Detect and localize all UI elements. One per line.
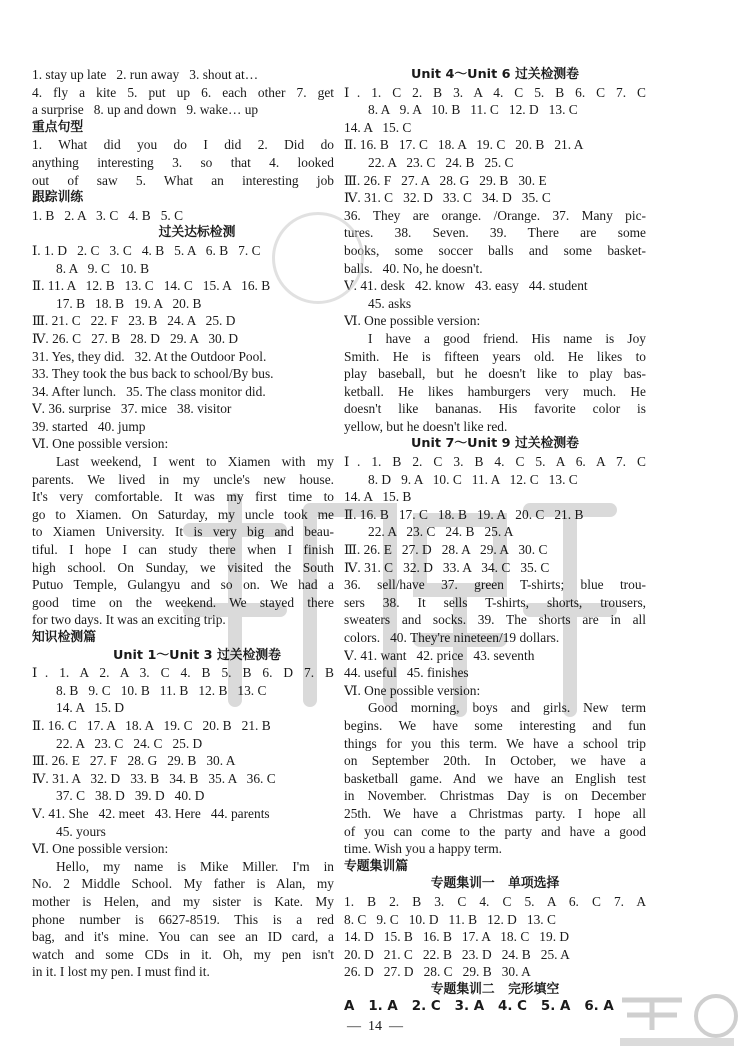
text-line: Ⅴ. 41. want 42. price 43. seventh xyxy=(344,647,535,663)
text-line: 22. A 23. C 24. C 25. D xyxy=(56,735,203,751)
text-line: Ⅴ. 36. surprise 37. mice 38. visitor xyxy=(32,401,232,417)
text-line: bag, and it's mine. You can see an ID card, a xyxy=(32,929,334,945)
text-line: a surprise 8. up and down 9. wake… up xyxy=(32,102,259,118)
text-line: things for you this term. We have a school trip xyxy=(344,735,646,751)
text-line: 8. C 9. C 10. D 11. B 12. D 13. C xyxy=(344,911,556,927)
section-title: 专题集训一 单项选择 xyxy=(430,876,560,892)
text-line: 4. fly a kite 5. put up 6. each other 7. get xyxy=(32,84,334,100)
text-line: 36. They are orange. /Orange. 37. Many pic- xyxy=(344,207,646,223)
text-line: mother is Helen, and my sister is Kate. My xyxy=(32,893,334,909)
text-line: No. 2 Middle School. My father is Alan, my xyxy=(32,876,334,892)
text-line: ketball. He likes hamburgers very much. He xyxy=(344,383,646,399)
text-line: time. Wish you a happy term. xyxy=(344,841,503,857)
text-line: 34. After lunch. 35. The class monitor did. xyxy=(32,383,266,399)
text-line: 37. C 38. D 39. D 40. D xyxy=(56,788,205,804)
text-line: 8. A 9. A 10. B 11. C 12. D 13. C xyxy=(368,102,578,118)
text-line: Last weekend, I went to Xiamen with my xyxy=(56,454,334,470)
text-line: for two days. It was an exciting trip. xyxy=(32,612,226,628)
text-line: Ⅲ. 26. E 27. F 28. G 29. B 30. A xyxy=(32,753,236,769)
text-line: good time on the weekend. We stayed there xyxy=(32,594,334,610)
text-line: Ⅴ. 41. She 42. meet 43. Here 44. parents xyxy=(32,805,270,821)
text-line: 14. A 15. D xyxy=(56,700,125,716)
text-line: Ⅱ. 16. C 17. A 18. A 19. C 20. B 21. B xyxy=(32,717,271,733)
text-line: Ⅲ. 26. F 27. A 28. G 29. B 30. E xyxy=(344,172,547,188)
text-line: Good morning, boys and girls. New term xyxy=(368,700,646,716)
text-line: Ⅳ. 31. C 32. D 33. C 34. D 35. C xyxy=(344,190,551,206)
text-line: begins. We have some interesting and fun xyxy=(344,717,646,733)
text-line: tures. 38. Seven. 39. There are some xyxy=(344,225,646,241)
text-line: Ⅵ. One possible version: xyxy=(32,436,169,452)
text-line: 36. sell/have 37. green T-shirts; blue trou- xyxy=(344,577,646,593)
page-number: — 14 — xyxy=(347,1019,403,1034)
text-line: Putuo Temple, Gulangyu and so on. We had a xyxy=(32,577,334,593)
watermark-logo xyxy=(170,470,630,740)
text-line: Ⅲ. 21. C 22. F 23. B 24. A 25. D xyxy=(32,313,236,329)
watermark-stamp xyxy=(272,212,364,304)
text-line: Ⅲ. 26. E 27. D 28. A 29. A 30. C xyxy=(344,542,548,558)
text-line: phone number is 6627-8519. This is a red xyxy=(32,911,334,927)
section-title: 专题集训二 完形填空 xyxy=(430,981,560,997)
text-line: in November. Christmas Day is on December xyxy=(344,788,646,804)
text-line: sweaters and socks. 39. The shorts are in all xyxy=(344,612,646,628)
text-line: 1. B 2. B 3. C 4. C 5. A 6. C 7. A xyxy=(344,893,646,909)
text-line: 45. yours xyxy=(56,823,106,839)
text-line: colors. 40. They're nineteen/19 dollars. xyxy=(344,630,560,645)
text-line: Ⅳ. 31. C 32. D 33. A 34. C 35. C xyxy=(344,559,550,575)
section-title: Unit 1～Unit 3 过关检测卷 xyxy=(113,647,281,663)
text-line: 8. D 9. A 10. C 11. A 12. C 13. C xyxy=(368,471,578,487)
text-line: watch and some CDs in it. Oh, my pen isn't xyxy=(32,946,334,962)
text-line: basketball game. And we have an English test xyxy=(344,770,646,786)
text-line: 1. stay up late 2. run away 3. shout at… xyxy=(32,67,259,82)
text-line: 22. A 23. C 24. B 25. C xyxy=(368,154,514,170)
text-line: anything interesting 3. so that 4. looked xyxy=(32,154,334,170)
text-line: 44. useful 45. finishes xyxy=(344,665,469,681)
text-line: Hello, my name is Mike Miller. I'm in xyxy=(56,858,334,874)
section-title: Unit 7～Unit 9 过关检测卷 xyxy=(411,436,579,452)
text-line: 20. D 21. C 22. B 23. D 24. B 25. A xyxy=(344,946,570,962)
text-line: I have a good friend. His name is Joy xyxy=(368,330,646,346)
text-line: It's very comfortable. It was my first time to xyxy=(32,489,334,505)
text-line: balls. 40. No, he doesn't. xyxy=(344,260,483,276)
text-line: 8. B 9. C 10. B 11. B 12. B 13. C xyxy=(56,682,267,698)
section-title: Unit 4～Unit 6 过关检测卷 xyxy=(411,67,579,82)
text-line: Ⅰ. 1. D 2. C 3. C 4. B 5. A 6. B 7. C xyxy=(32,242,261,258)
text-line: 8. A 9. C 10. B xyxy=(56,260,150,276)
text-line: 14. A 15. C xyxy=(344,119,412,135)
corner-logo xyxy=(612,990,742,1050)
section-title: 过关达标检测 xyxy=(158,225,236,241)
text-line: Smith. He is fifteen years old. He likes to xyxy=(344,348,646,364)
text-line: of you can come to the party and have a good xyxy=(344,823,646,839)
text-line: Ⅰ. 1. C 2. B 3. A 4. C 5. B 6. C 7. C xyxy=(344,84,646,100)
text-line: sers 38. It sells T-shirts, shorts, trousers, xyxy=(344,594,646,610)
text-line: parents. We lived in my uncle's new house. xyxy=(32,471,334,487)
text-line: Ⅵ. One possible version: xyxy=(344,682,481,698)
text-line: 25th. We have a Christmas party. I hope all xyxy=(344,805,646,821)
text-line: out of saw 5. What an interesting job xyxy=(32,172,334,188)
text-line: doesn't like bananas. His favorite color is xyxy=(344,401,646,417)
section-heading: 专题集训篇 xyxy=(344,858,408,874)
text-line: 33. They took the bus back to school/By bus. xyxy=(32,366,274,382)
text-line: to Xiamen University. It is very big and beau- xyxy=(32,524,334,540)
text-line: 14. A 15. B xyxy=(344,489,412,505)
text-line: 26. D 27. D 28. C 29. B 30. A xyxy=(344,964,531,980)
text-line: 45. asks xyxy=(368,295,412,311)
text-line: high school. On Sunday, we visited the South xyxy=(32,559,334,575)
text-line: 22. A 23. C 24. B 25. A xyxy=(368,524,514,540)
text-line: Ⅰ. 1. A 2. A 3. C 4. B 5. B 6. D 7. B xyxy=(32,665,334,681)
text-line: Ⅵ. One possible version: xyxy=(32,841,169,857)
text-line: 1. What did you do I did 2. Did do xyxy=(32,137,334,153)
text-line: in it. I lost my pen. I must find it. xyxy=(32,964,210,980)
text-line: 31. Yes, they did. 32. At the Outdoor Pool. xyxy=(32,348,267,364)
text-line: 14. D 15. B 16. B 17. A 18. C 19. D xyxy=(344,929,570,945)
text-line: 1. B 2. A 3. C 4. B 5. C xyxy=(32,207,184,223)
text-line: yellow, but he doesn't like red. xyxy=(344,418,508,434)
text-line: books, some soccer balls and some basket- xyxy=(344,242,646,258)
text-line: on September 20th. In October, we have a xyxy=(344,753,646,769)
text-line: Ⅴ. 41. desk 42. know 43. easy 44. student xyxy=(344,278,588,294)
text-line: 39. started 40. jump xyxy=(32,418,146,434)
text-line: tiful. I hope I can study there when I finish xyxy=(32,542,334,558)
text-line: Ⅰ. 1. B 2. C 3. B 4. C 5. A 6. A 7. C xyxy=(344,454,646,470)
text-line: go to Xiamen. On Saturday, my uncle took me xyxy=(32,506,334,522)
text-line: Ⅱ. 16. B 17. C 18. A 19. C 20. B 21. A xyxy=(344,137,584,153)
text-line: Ⅱ. 16. B 17. C 18. B 19. A 20. C 21. B xyxy=(344,506,584,522)
section-heading: 重点句型 xyxy=(32,119,84,135)
text-line: Ⅱ. 11. A 12. B 13. C 14. C 15. A 16. B xyxy=(32,278,271,294)
text-line: Ⅳ. 31. A 32. D 33. B 34. B 35. A 36. C xyxy=(32,770,276,786)
text-line: play baseball, but he doesn't like to play bas- xyxy=(344,366,646,382)
section-heading: 跟踪训练 xyxy=(32,190,84,206)
section-heading: 知识检测篇 xyxy=(32,630,96,645)
text-line: A 1. A 2. C 3. A 4. C 5. A 6. A xyxy=(344,999,614,1015)
text-line: 17. B 18. B 19. A 20. B xyxy=(56,295,202,311)
text-line: Ⅵ. One possible version: xyxy=(344,313,481,329)
text-line: Ⅳ. 26. C 27. B 28. D 29. A 30. D xyxy=(32,330,239,346)
